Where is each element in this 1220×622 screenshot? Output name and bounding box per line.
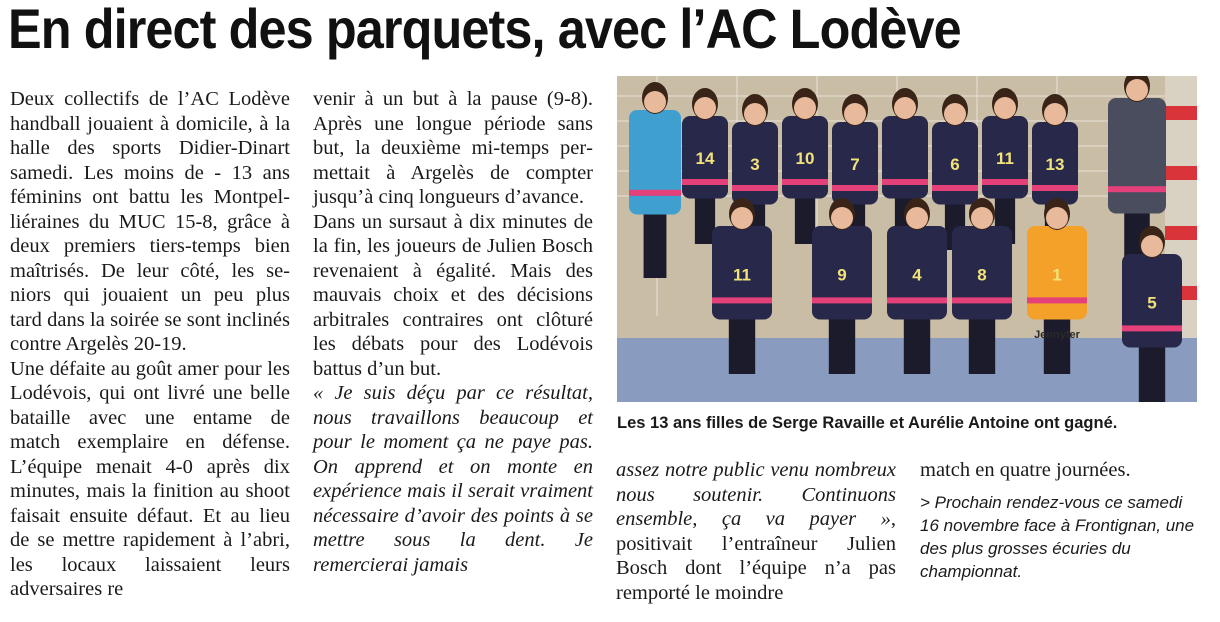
jersey-stripe [982,179,1028,185]
back-row-number: 10 [795,149,815,168]
article-column-3 [616,458,896,605]
face [794,97,816,119]
face [994,97,1016,119]
back-row-number: 6 [950,155,960,174]
face [744,103,766,125]
back-row-number: 7 [850,155,860,174]
jersey-stripe [812,297,872,303]
back-row-number: 11 [996,149,1014,168]
goal-post-stripe [1165,226,1197,240]
face [844,103,866,125]
front-row-number: 11 [733,265,751,285]
front-row-number: 1 [1052,265,1062,285]
face [906,207,928,229]
jersey-stripe [712,297,772,303]
jersey-stripe [1032,185,1078,191]
paragraph: Une défaite au goût amer pour les Lodévois, qui ont livré une belle bataille avec une entame de match exemplaire en défense. L’équipe menait 4-0 après dix minutes, mais la finition au shoot faisait ensuite défaut. Et au lieu de se mettre rapidement à l’abri, les locaux laissaient leurs adversaires re [10,357,290,600]
jersey-stripe [782,179,828,185]
face [1141,235,1163,257]
quote-attribution: , positivait l’entraîneur Julien Bosch dont l’équipe n’a pas remporté le moindre [616,508,896,604]
paragraph: Deux collectifs de l’AC Lodève handball jouaient à domicile, à la halle des sports Didier-Dinart samedi. Les moins de - 13 ans féminins ont battu les Montpelliéraines du MUC 15-8, grâce à deux premiers tiers-temps bien maîtrisés. De leur côté, les seniors qui jouaient un peu plus tard dans la soirée se sont inclinés contre Argelès 20-19. [10,88,290,355]
jersey-stripe [732,185,778,191]
jersey-stripe [1122,325,1182,331]
jersey-stripe [887,297,947,303]
next-match-note: > Prochain rendez-vous ce samedi 16 novembre face à Frontignan, une des plus grosses écuries du championnat. [920,492,1195,581]
front-row-number: 4 [912,265,922,285]
paragraph: match en quatre journées. [920,459,1131,481]
team-photo [617,76,1197,402]
face [894,97,916,119]
face [1046,207,1068,229]
goal-post-stripe [1165,106,1197,120]
headline: En direct des parquets, avec l’AC Lodève [8,0,961,60]
jersey [1108,98,1166,214]
back-row-number: 3 [750,155,760,174]
coach-quote: « Je suis déçu par ce résultat, nous travaillons beaucoup et pour le moment ça ne paye pas. On apprend et on monte en expérience mais il serait vraiment nécessaire d’avoir des points à se mettre sous la dent. Je remercierai jamais [313,382,593,576]
face [944,103,966,125]
face [694,97,716,119]
jersey-stripe [1108,186,1166,192]
back-row-number: 13 [1045,155,1065,174]
face [1126,79,1148,101]
face [831,207,853,229]
coach-quote-end: assez notre public venu nombreux nous soutenir. Continuons ensemble, ça va payer » [616,459,896,530]
front-row-number: 9 [837,265,847,285]
paragraph: venir à un but à la pause (9-8). Après une longue période sans but, la deuxième mi-temps permettait à Argelès de compter jusqu’à cinq longueurs d’avance. [313,88,593,208]
face [971,207,993,229]
face [731,207,753,229]
face [644,91,666,113]
jersey-stripe [832,185,878,191]
article-column-1 [10,87,290,602]
jersey-stripe [682,179,728,185]
team-photo-illustration [617,76,1197,402]
jersey [629,110,681,215]
article-column-2 [313,87,593,577]
back-row-number: 14 [695,149,715,168]
front-row-number: 5 [1147,293,1157,313]
goal-post-stripe [1165,166,1197,180]
front-row-number: 8 [977,265,987,285]
paragraph [616,458,896,605]
article-column-4 [920,458,1200,583]
photo-caption: Les 13 ans filles de Serge Ravaille et Aurélie Antoine ont gagné. [617,414,1118,432]
face [1044,103,1066,125]
jersey-stripe [1027,297,1087,303]
jersey-stripe [932,185,978,191]
paragraph: Dans un sursaut à dix minutes de la fin, les joueurs de Julien Bosch revenaient à égalité. Mais des mauvais choix et des décisions arbitrales contraires ont clôturé les débats pour des Lodévois battus d’un but. [313,210,593,380]
jersey [882,116,928,199]
jersey-stripe [882,179,928,185]
jersey-sponsor: Jennyfer [1034,329,1080,341]
jersey-stripe [952,297,1012,303]
jersey-stripe [629,190,681,196]
